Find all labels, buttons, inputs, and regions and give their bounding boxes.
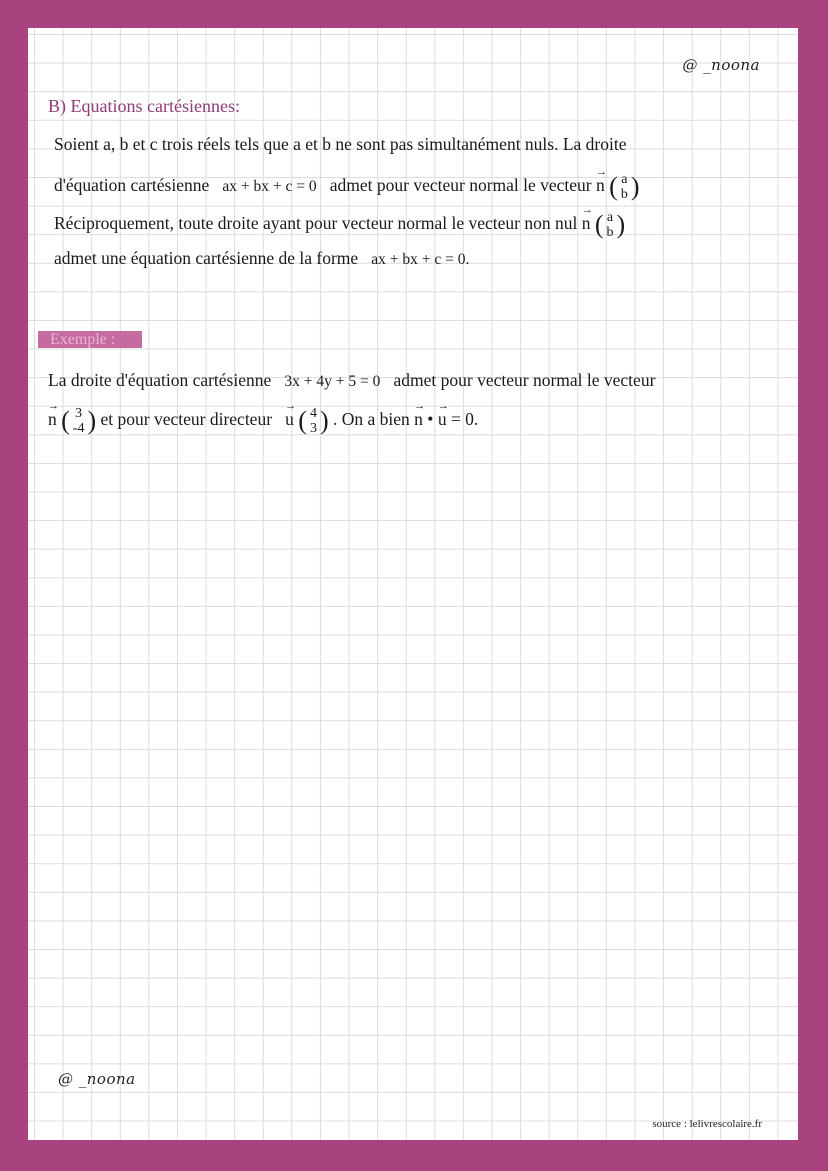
vector-symbol: u (285, 409, 294, 430)
right-paren: ) (630, 172, 640, 201)
equation: ax + bx + c = 0. (371, 251, 470, 268)
vector-symbol: n (414, 409, 423, 430)
text-segment: d'équation cartésienne (54, 175, 210, 196)
vector-arrow-icon: → (581, 204, 593, 217)
text-segment: Réciproquement, toute droite ayant pour vecteur normal le vecteur non nul (54, 213, 578, 234)
vector-symbol: u (437, 409, 447, 430)
theorem-line-2 (54, 166, 640, 202)
vector-arrow-icon: → (285, 400, 297, 413)
coordinate-column (73, 406, 85, 436)
source-credit: source : lelivrescolaire.fr (652, 1118, 762, 1130)
vector-n (596, 166, 608, 196)
author-handle-bottom: @ _noona (58, 1070, 136, 1088)
coordinate-column (621, 172, 628, 202)
text-segment: admet une équation cartésienne de la forme (54, 248, 359, 268)
left-paren: ( (609, 172, 618, 201)
author-handle-top: @ _noona (682, 56, 760, 74)
vector-symbol: n (596, 175, 605, 196)
text-segment: . On a bien (333, 409, 410, 430)
equation: 3x + 4y + 5 = 0 (284, 373, 381, 390)
example-line-2 (48, 400, 479, 436)
right-paren: ) (87, 406, 97, 435)
text-segment: et pour vecteur directeur (100, 409, 273, 430)
theorem-line-1: Soient a, b et c trois réels tels que a et b ne sont pas simultanément nuls. La droite (54, 134, 627, 154)
theorem-line-3 (54, 204, 626, 240)
coordinate-column (310, 406, 317, 436)
vector-n (48, 400, 59, 430)
vector-coordinates (298, 406, 328, 436)
coordinate: 3 (75, 406, 83, 421)
coordinate: b (620, 187, 628, 202)
vector-u (285, 400, 297, 430)
coordinate: a (621, 172, 628, 187)
text-segment: admet pour vecteur normal le vecteur (393, 370, 656, 390)
left-paren: ( (61, 406, 70, 435)
theorem-line-4 (54, 248, 469, 269)
vector-coordinates (609, 172, 639, 202)
right-paren: ) (319, 406, 329, 435)
notebook-page (28, 28, 798, 1140)
vector-arrow-icon: → (414, 400, 426, 413)
coordinate: 4 (309, 406, 317, 421)
dot-product-symbol: • (427, 409, 434, 430)
equation: ax + bx + c = 0 (222, 178, 317, 196)
example-label: Exemple : (38, 331, 142, 348)
vector-u (437, 400, 449, 430)
example-line-1 (48, 370, 655, 391)
coordinate: -4 (72, 421, 85, 436)
vector-arrow-icon: → (596, 166, 608, 179)
coordinate-column (607, 210, 614, 240)
vector-symbol: n (48, 409, 57, 430)
text-segment: = 0. (450, 409, 479, 430)
vector-coordinates (595, 210, 625, 240)
vector-symbol: n (581, 213, 591, 234)
right-paren: ) (616, 210, 626, 239)
text-segment: La droite d'équation cartésienne (48, 370, 272, 390)
vector-arrow-icon: → (437, 400, 449, 413)
vector-n (414, 400, 426, 430)
vector-arrow-icon: → (48, 400, 59, 413)
coordinate: b (606, 225, 614, 240)
coordinate: a (606, 210, 614, 225)
vector-n (581, 204, 593, 234)
section-title: B) Equations cartésiennes: (48, 96, 240, 116)
coordinate: 3 (309, 421, 317, 436)
vector-coordinates (61, 406, 96, 436)
left-paren: ( (594, 210, 604, 239)
text-segment: admet pour vecteur normal le vecteur (329, 175, 592, 196)
left-paren: ( (298, 406, 307, 435)
